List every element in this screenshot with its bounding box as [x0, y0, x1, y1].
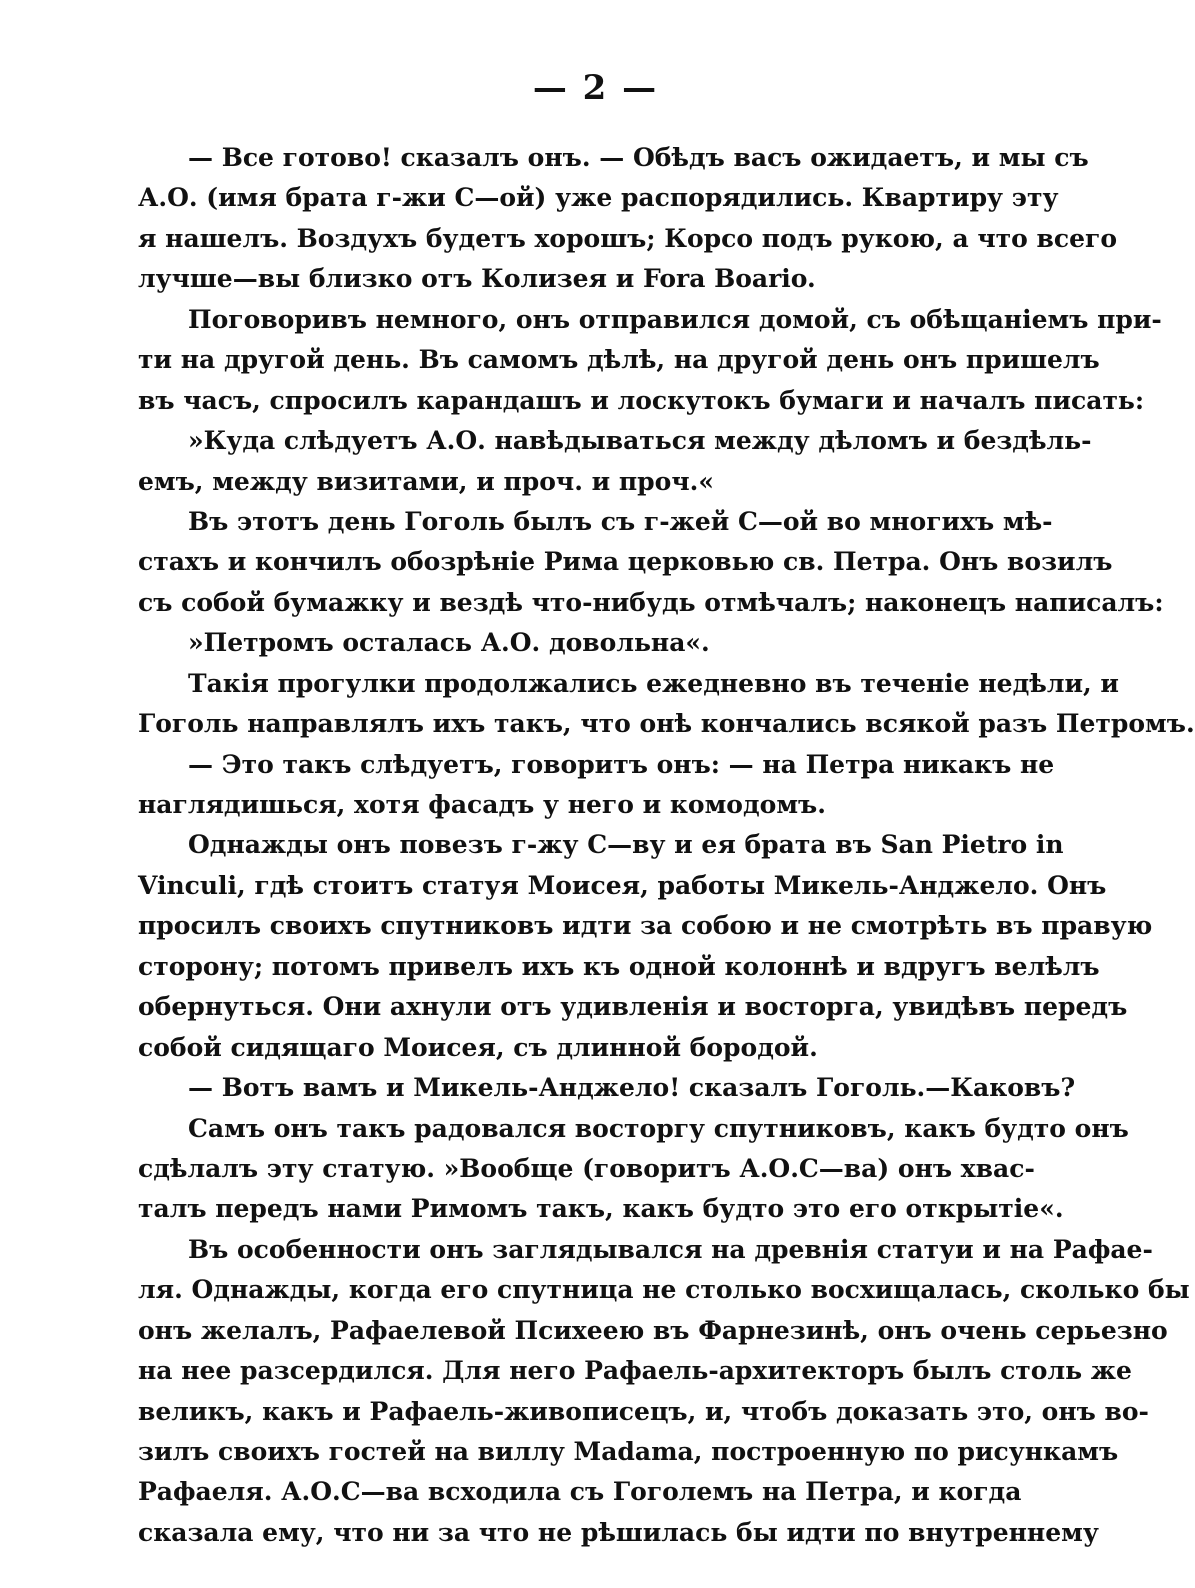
text-line: ля. Однажды, когда его спутница не столько восхищалась, сколько бы — [138, 1275, 1190, 1305]
text-line: Такія прогулки продолжались ежедневно въ теченіе недѣли, и — [188, 668, 1119, 698]
text-line: онъ желалъ, Рафаелевой Психеею въ Фарнезинѣ, онъ очень серьезно — [138, 1315, 1168, 1345]
body-text — [138, 138, 1195, 1553]
text-line: »Петромъ осталась А.О. довольна«. — [188, 628, 710, 658]
text-line: — Это такъ слѣдуетъ, говоритъ онъ: — на Петра никакъ не — [188, 749, 1055, 779]
text-line: Гоголь направлялъ ихъ такъ, что онѣ кончались всякой разъ Петромъ. — [138, 709, 1195, 739]
page-number: — 2 — — [532, 68, 659, 108]
text-line: сказала ему, что ни за что не рѣшилась бы идти по внутреннему — [138, 1517, 1099, 1547]
text-line: Самъ онъ такъ радовался восторгу спутниковъ, какъ будто онъ — [188, 1113, 1129, 1143]
text-line: на нее разсердился. Для него Рафаель-архитекторъ былъ столь же — [138, 1356, 1132, 1386]
text-line: емъ, между визитами, и проч. и проч.« — [138, 466, 714, 496]
text-line: лучше—вы близко отъ Колизея и Fora Boario. — [138, 264, 816, 294]
text-line: я нашелъ. Воздухъ будетъ хорошъ; Корсо подъ рукою, а что всего — [138, 223, 1118, 253]
text-line: собой сидящаго Моисея, съ длинной бородой. — [138, 1032, 818, 1062]
text-line: съ собой бумажку и вездѣ что-нибудь отмѣчалъ; наконецъ написалъ: — [138, 587, 1164, 617]
text-line: А.О. (имя брата г-жи С—ой) уже распорядились. Квартиру эту — [138, 183, 1059, 213]
text-line: Поговоривъ немного, онъ отправился домой, съ обѣщаніемъ при- — [188, 304, 1162, 334]
text-line: въ часъ, спросилъ карандашъ и лоскутокъ бумаги и началъ писать: — [138, 385, 1145, 415]
text-line: Рафаеля. А.О.С—ва всходила съ Гоголемъ на Петра, и когда — [138, 1477, 1022, 1507]
text-line: Однажды онъ повезъ г-жу С—ву и ея брата въ San Pietro in — [188, 830, 1064, 860]
text-line: — Вотъ вамъ и Микель-Анджело! сказалъ Гоголь.—Каковъ? — [188, 1073, 1076, 1103]
text-line: великъ, какъ и Рафаель-живописецъ, и, чтобъ доказать это, онъ во- — [138, 1396, 1149, 1426]
text-line: просилъ своихъ спутниковъ идти за собою и не смотрѣть въ правую — [138, 911, 1153, 941]
text-line: Vinculi, гдѣ стоитъ статуя Моисея, работы Микель-Анджело. Онъ — [138, 870, 1107, 900]
text-line: ти на другой день. Въ самомъ дѣлѣ, на другой день онъ пришелъ — [138, 345, 1100, 375]
text-line: — Все готово! сказалъ онъ. — Обѣдъ васъ ожидаетъ, и мы съ — [188, 143, 1089, 172]
text-line: наглядишься, хотя фасадъ у него и комодомъ. — [138, 790, 826, 819]
text-line: Въ особенности онъ заглядывался на древнія статуи и на Рафае- — [188, 1234, 1153, 1264]
text-line: Въ этотъ день Гоголь былъ съ г-жей С—ой во многихъ мѣ- — [188, 506, 1053, 536]
text-line: сторону; потомъ привелъ ихъ къ одной колоннѣ и вдругъ велѣлъ — [138, 951, 1100, 981]
text-line: сдѣлалъ эту статую. »Вообще (говоритъ А.О.С—ва) онъ хвас- — [138, 1153, 1035, 1183]
text-line: зилъ своихъ гостей на виллу Madama, построенную по рисункамъ — [138, 1437, 1119, 1466]
text-line: обернуться. Они ахнули отъ удивленія и восторга, увидѣвъ передъ — [138, 992, 1128, 1022]
text-line: талъ передъ нами Римомъ такъ, какъ будто это его открытіе«. — [138, 1194, 1064, 1224]
text-line: »Куда слѣдуетъ А.О. навѣдываться между дѣломъ и бездѣль- — [188, 426, 1092, 456]
text-line: стахъ и кончилъ обозрѣніе Рима церковью св. Петра. Онъ возилъ — [138, 547, 1113, 577]
